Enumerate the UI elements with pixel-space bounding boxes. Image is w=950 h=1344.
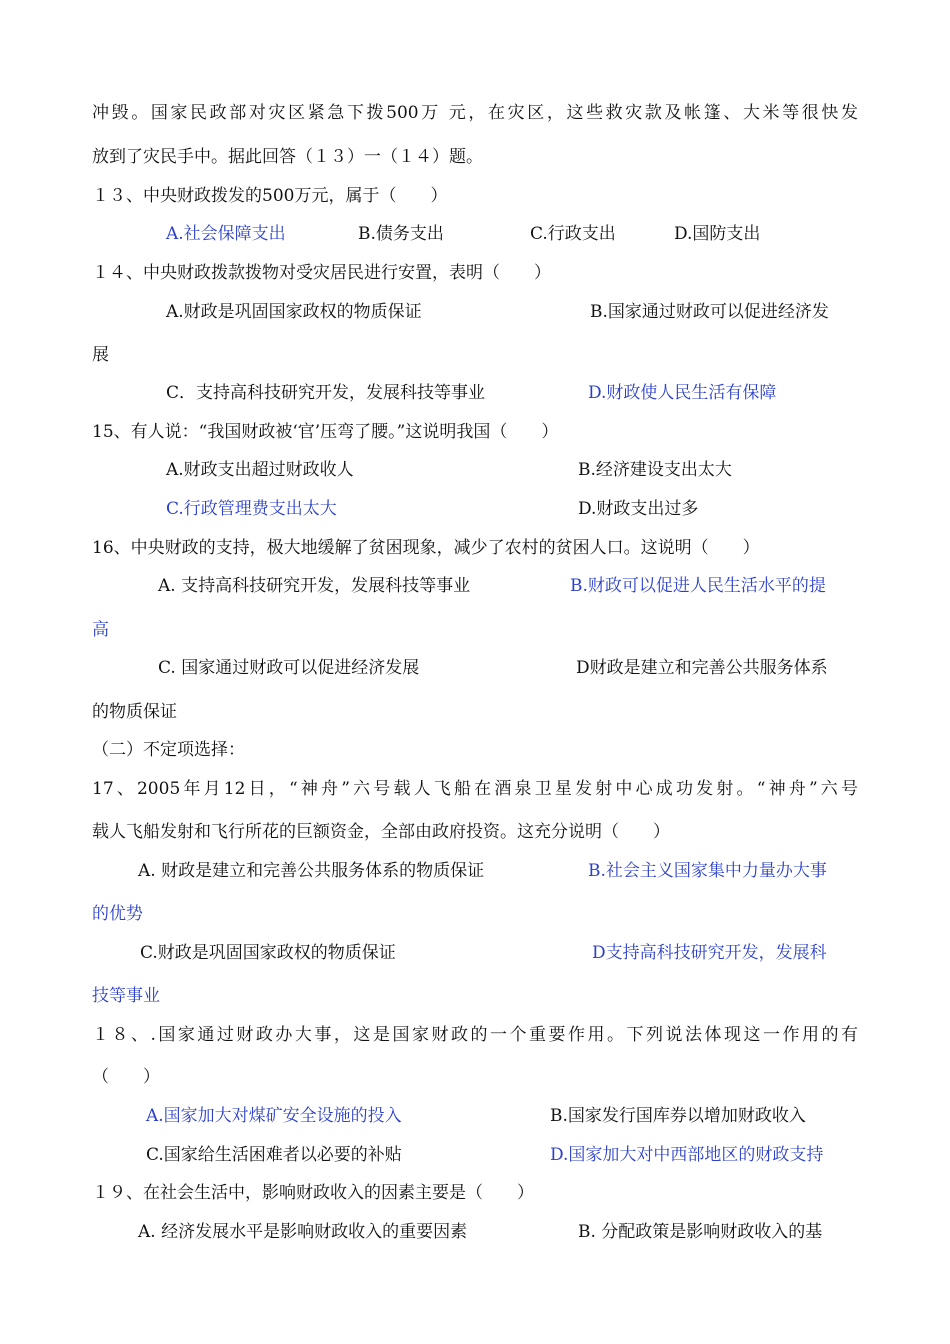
q17-option-b-cont: 的优势 xyxy=(92,904,143,924)
q16-option-b-cont: 高 xyxy=(92,620,109,640)
q14-option-d: D.财政使人民生活有保障 xyxy=(588,383,777,403)
question-14: １４、中央财政拨款拨物对受灾居民进行安置，表明（ ） xyxy=(92,263,551,283)
q14-option-c: C．支持高科技研究开发，发展科技等事业 xyxy=(166,383,486,403)
q16-option-d: D财政是建立和完善公共服务体系 xyxy=(576,658,828,678)
question-15: 15、有人说：“我国财政被‘官’压弯了腰。”这说明我国（ ） xyxy=(92,422,559,442)
q18-option-d: D.国家加大对中西部地区的财政支持 xyxy=(550,1145,824,1165)
question-13: １３、中央财政拨发的500万元，属于（ ） xyxy=(92,186,448,206)
q13-option-d: D.国防支出 xyxy=(674,224,761,244)
passage-line-2: 放到了灾民手中。据此回答（１３）一（１４）题。 xyxy=(92,147,483,167)
q13-option-a: A.社会保障支出 xyxy=(166,224,286,244)
q13-option-c: C.行政支出 xyxy=(530,224,616,244)
q13-option-b: B.债务支出 xyxy=(358,224,444,244)
question-16: 16、中央财政的支持，极大地缓解了贫困现象，减少了农村的贫困人口。这说明（ ） xyxy=(92,538,760,558)
q15-option-a: A.财政支出超过财政收人 xyxy=(166,460,354,480)
question-18: １８、.国家通过财政办大事，这是国家财政的一个重要作用。下列说法体现这一作用的有 xyxy=(92,1025,858,1045)
q16-option-b: B.财政可以促进人民生活水平的提 xyxy=(570,576,826,596)
q19-option-a: A. 经济发展水平是影响财政收入的重要因素 xyxy=(138,1222,468,1242)
passage-line-1: 冲毁。国家民政部对灾区紧急下拨500万 元，在灾区，这些救灾款及帐篷、大米等很快发 xyxy=(92,103,858,123)
question-17-cont: 载人飞船发射和飞行所花的巨额资金，全部由政府投资。这充分说明（ ） xyxy=(92,822,670,842)
q14-option-b-cont: 展 xyxy=(92,345,109,365)
q17-option-d: D支持高科技研究开发，发展科 xyxy=(592,943,827,963)
q15-option-b: B.经济建设支出太大 xyxy=(578,460,732,480)
q16-option-c: C. 国家通过财政可以促进经济发展 xyxy=(158,658,420,678)
q16-option-a: A. 支持高科技研究开发，发展科技等事业 xyxy=(158,576,471,596)
q16-option-d-cont: 的物质保证 xyxy=(92,702,177,722)
q14-option-b: B.国家通过财政可以促进经济发 xyxy=(590,302,829,322)
q18-option-c: C.国家给生活困难者以必要的补贴 xyxy=(146,1145,402,1165)
q14-option-a: A.财政是巩固国家政权的物质保证 xyxy=(166,302,422,322)
q17-option-d-cont: 技等事业 xyxy=(92,986,160,1006)
q15-option-c: C.行政管理费支出太大 xyxy=(166,499,337,519)
q17-option-b: B.社会主义国家集中力量办大事 xyxy=(588,861,827,881)
question-17: 17、2005年月12日，“神舟”六号载人飞船在酒泉卫星发射中心成功发射。“神舟”六号 xyxy=(92,779,858,799)
question-19: １９、在社会生活中，影响财政收入的因素主要是（ ） xyxy=(92,1183,534,1203)
q17-option-c: C.财政是巩固国家政权的物质保证 xyxy=(140,943,396,963)
q15-option-d: D.财政支出过多 xyxy=(578,499,699,519)
q18-option-b: B.国家发行国库券以增加财政收入 xyxy=(550,1106,806,1126)
q19-option-b: B. 分配政策是影响财政收入的基 xyxy=(578,1222,823,1242)
section-heading-2: （二）不定项选择： xyxy=(92,740,245,760)
q17-option-a: A. 财政是建立和完善公共服务体系的物质保证 xyxy=(138,861,485,881)
q18-option-a: A.国家加大对煤矿安全设施的投入 xyxy=(146,1106,402,1126)
question-18-cont: （ ） xyxy=(92,1067,160,1087)
